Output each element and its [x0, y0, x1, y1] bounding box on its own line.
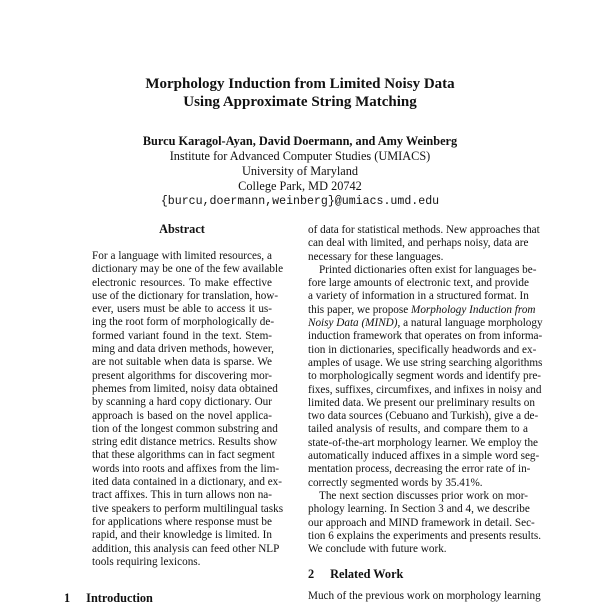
text-line: automatically induced affixes in a simple word seg-: [308, 450, 540, 463]
section-number: 1: [64, 591, 71, 605]
text-line: amples of usage. We use string searching algorithms: [308, 356, 543, 369]
text-line: ming and data driven methods, however,: [92, 343, 274, 356]
text-line: The next section discusses prior work on mor-: [319, 489, 528, 502]
text-line: to morphologically segment words and identify pre-: [308, 370, 542, 383]
text-line: words into roots and affixes from the lim-: [92, 462, 280, 475]
text-line: a variety of information in a structured format. In: [308, 290, 529, 303]
text-line: mentation process, decreasing the error rate of in-: [308, 463, 531, 476]
text-line: are not suitable when data is sparse. We: [92, 356, 272, 369]
text-line: present algorithms for discovering mor-: [92, 369, 272, 382]
affiliation-line: University of Maryland: [241, 164, 359, 178]
affiliation-line: Institute for Advanced Computer Studies (UMIACS): [169, 149, 431, 163]
text-line: We conclude with future work.: [308, 543, 447, 556]
text-line: dictionary may be one of the few available: [92, 263, 284, 276]
affiliation-line: College Park, MD 20742: [238, 179, 362, 193]
text-line: this paper, we propose Morphology Induction from: [308, 303, 536, 316]
text-line: tract affixes. This in turn allows non na-: [92, 489, 272, 502]
author-emails: {burcu,doermann,weinberg}@umiacs.umd.edu: [160, 195, 440, 208]
text-line: fore large amounts of electronic text, and provide: [308, 277, 529, 290]
text-line: Printed dictionaries often exist for languages be-: [319, 263, 537, 276]
text-line: for applications where response must be: [92, 515, 272, 528]
text-line: tion in dictionaries, specifically headwords and ex-: [308, 343, 537, 356]
text-line: tailed analysis of results, and compare them to a: [308, 423, 528, 436]
authors: Burcu Karagol-Ayan, David Doermann, and Amy Weinberg: [142, 134, 458, 148]
text-line: tools requiring lexicons.: [92, 555, 201, 568]
text-line: addition, this analysis can feed other NLP: [92, 542, 280, 555]
text-line: fixes, suffixes, circumfixes, and infixes in noisy and: [308, 383, 542, 396]
section-1-heading: [64, 591, 153, 606]
text-line: limited data. We present our preliminary results on: [308, 396, 535, 409]
text-line: by scanning a hard copy dictionary. Our: [92, 396, 272, 409]
text-line: two data sources (Cebuano and Turkish), give a de-: [308, 410, 539, 423]
section-title: Related Work: [330, 567, 404, 581]
section-title: Introduction: [86, 591, 153, 605]
text-line: rapid, and their knowledge is limited. In: [92, 529, 272, 542]
section-2-heading: [308, 567, 403, 582]
abstract-heading: Abstract: [159, 222, 205, 236]
text-line: our approach and MIND framework in detail. Sec-: [308, 516, 535, 529]
text-line: induction framework that operates on from informa-: [308, 330, 543, 343]
text-line: phemes from limited, noisy data obtained: [92, 382, 278, 395]
text-line: ever, users must be able to access it us-: [92, 303, 272, 316]
text-line: tion 6 explains the experiments and presents results.: [308, 529, 542, 542]
text-line: tive speakers to perform multilingual tasks: [92, 502, 284, 515]
text-line: ited data contained in a dictionary, and ex-: [92, 476, 283, 489]
text-line: necessary for these languages.: [308, 250, 444, 263]
paper-title-line-1: Morphology Induction from Limited Noisy Data: [145, 76, 455, 92]
text-line: correctly segmented words by 35.41%.: [308, 476, 483, 489]
text-line: string edit distance metrics. Results show: [92, 436, 278, 449]
paper-title-line-2: Using Approximate String Matching: [183, 94, 417, 110]
text-line: of data for statistical methods. New approaches that: [308, 224, 540, 236]
text-line: that these algorithms can in fact segment: [92, 449, 275, 462]
text-line: formed variant found in the text. Stem-: [92, 329, 272, 342]
text-line: ing the root form of morphologically de-: [92, 316, 275, 329]
text-line: electronic resources. To make effective: [92, 276, 272, 289]
introduction-body: [308, 224, 543, 556]
section-number: 2: [308, 567, 315, 581]
text-line: phology learning. In Section 3 and 4, we describe: [308, 503, 530, 516]
text-line: tion of the longest common substring and: [92, 422, 278, 435]
abstract-body: [92, 250, 284, 569]
text-line: state-of-the-art morphology learner. We employ the: [308, 436, 539, 449]
text-line: approach is based on the novel applica-: [92, 409, 272, 422]
related-work-body: [308, 590, 541, 603]
text-line: use of the dictionary for translation, how-: [92, 289, 279, 302]
text-line: can deal with limited, and perhaps noisy, data are: [308, 237, 529, 250]
text-line: For a language with limited resources, a: [92, 250, 272, 262]
text-line: Noisy Data (MIND), a natural language morphology: [308, 317, 543, 330]
text-line: Much of the previous work on morphology learning: [308, 590, 541, 602]
